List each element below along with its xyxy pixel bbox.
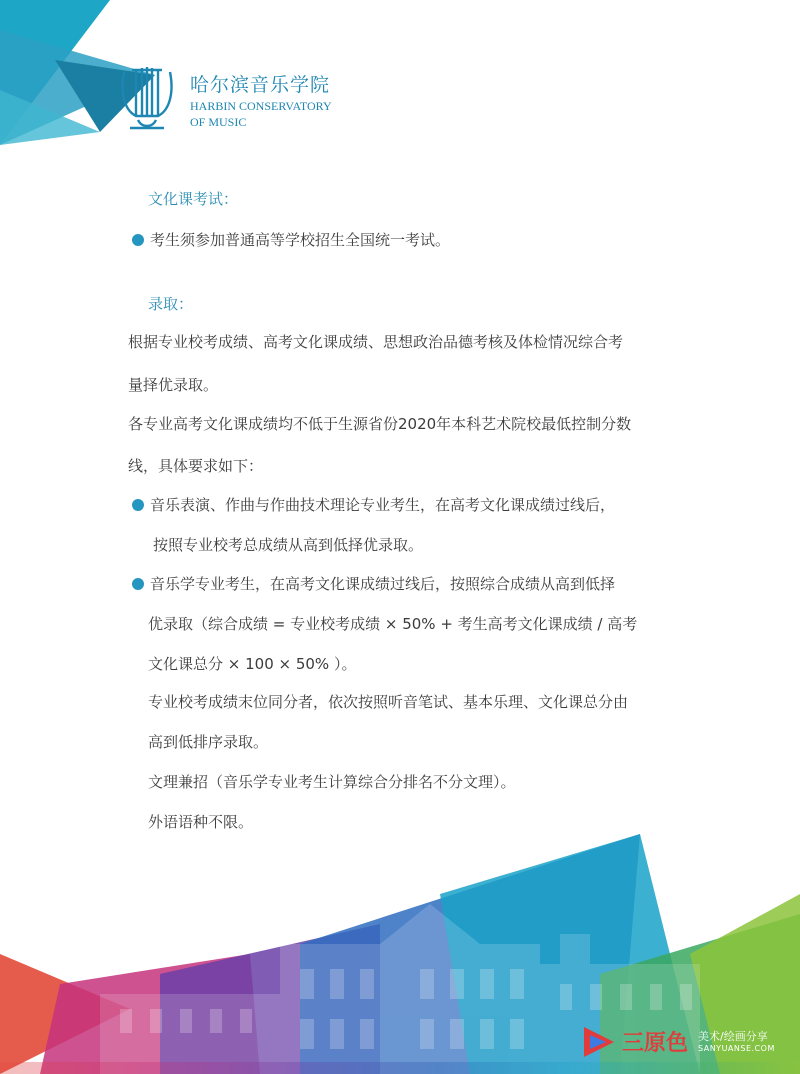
play-logo-icon: [580, 1023, 618, 1061]
admission-bullet2-line2: 优录取（综合成绩 = 专业校考成绩 × 50% + 考生高考文化课成绩 / 高考: [148, 615, 638, 633]
admission-bullet2-line3: 文化课总分 × 100 × 50% ）。: [148, 655, 357, 673]
admission-para2-line2: 线，具体要求如下：: [128, 457, 264, 475]
admission-bullet1-line1: 音乐表演、作曲与作曲技术理论专业考生，在高考文化课成绩过线后，: [150, 496, 616, 514]
watermark-brand: 三原色: [622, 1031, 689, 1056]
culture-exam-requirement: 考生须参加普通高等学校招生全国统一考试。: [150, 231, 451, 249]
admission-bullet2-line1: 音乐学专业考生，在高考文化课成绩过线后，按照综合成绩从高到低择: [150, 575, 616, 593]
lyre-emblem-icon: [118, 62, 176, 132]
admission-note1-line2: 高到低排序录取。: [148, 733, 269, 751]
admission-note2: 文理兼招（音乐学专业考生计算综合分排名不分文理）。: [148, 773, 516, 791]
admission-para2-line1: 各专业高考文化课成绩均不低于生源省份2020年本科艺术院校最低控制分数: [128, 415, 632, 433]
admission-para1-line2: 量择优录取。: [128, 376, 219, 394]
admission-bullet1-line2: 按照专业校考总成绩从高到低择优录取。: [153, 536, 424, 554]
watermark-url: SANYUANSE.COM: [698, 1044, 775, 1053]
bullet-dot: [132, 499, 144, 511]
school-name-chinese: 哈尔滨音乐学院: [190, 74, 331, 96]
culture-exam-heading: 文化课考试：: [148, 190, 239, 208]
school-name-english-line1: HARBIN CONSERVATORY: [190, 99, 332, 113]
watermark-tagline: 美术/绘画分享: [698, 1030, 768, 1043]
school-name-english-line2: OF MUSIC: [190, 115, 247, 129]
school-name-english: [190, 98, 332, 130]
admission-note3: 外语语种不限。: [148, 813, 254, 831]
admission-para1-line1: 根据专业校考成绩、高考文化课成绩、思想政治品德考核及体检情况综合考: [128, 333, 624, 351]
bullet-dot: [132, 234, 144, 246]
school-logo: [118, 62, 378, 132]
bullet-dot: [132, 578, 144, 590]
admission-heading: 录取：: [148, 295, 194, 313]
watermark-badge: [580, 1022, 790, 1062]
admission-note1-line1: 专业校考成绩末位同分者，依次按照听音笔试、基本乐理、文化课总分由: [148, 693, 629, 711]
